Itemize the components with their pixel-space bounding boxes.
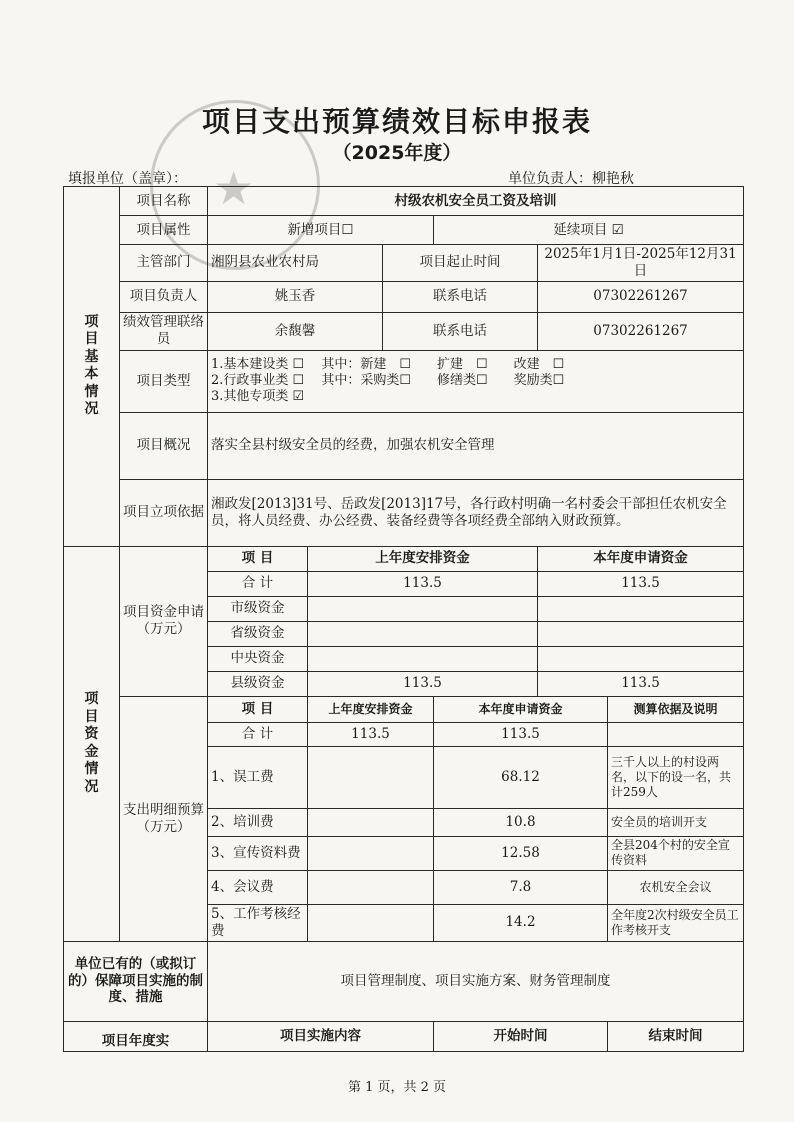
plan-label: 项目年度实	[64, 1021, 208, 1051]
detail-row-name: 2、培训费	[208, 808, 308, 836]
detail-row-this: 14.2	[434, 904, 608, 941]
phone-label: 联系电话	[383, 281, 538, 312]
apply-row-name: 合 计	[208, 571, 308, 596]
apply-col-item: 项 目	[208, 546, 308, 571]
perf-label: 绩效管理联络员	[120, 312, 208, 350]
overview-value: 落实全县村级安全员的经费，加强农机安全管理	[208, 412, 744, 479]
type-line-3: 3.其他专项类 ☑	[211, 389, 305, 405]
budget-form-table	[63, 186, 744, 1052]
phone-value: 07302261267	[538, 281, 744, 312]
phone2-label: 联系电话	[383, 312, 538, 350]
filler-label: 填报单位（盖章）：	[68, 171, 187, 187]
type-options	[208, 350, 744, 412]
page-footer: 第 1 页，共 2 页	[347, 1080, 447, 1095]
plan-col-start: 开始时间	[434, 1021, 608, 1051]
apply-row-name: 市级资金	[208, 596, 308, 621]
detail-label: 支出明细预算（万元）	[120, 696, 208, 941]
basis-value: 湘政发[2013]31号、岳政发[2013]17号，各行政村明确一名村委会干部担任农机安全员，将人员经费、办公经费、装备经费等各项经费全部纳入财政预算。	[208, 479, 744, 546]
detail-row-last	[308, 746, 434, 808]
apply-row-this: 113.5	[538, 671, 744, 696]
attr-continuing: 延续项目 ☑	[434, 216, 744, 245]
dept-value: 湘阴县农业农村局	[208, 245, 383, 282]
detail-row-last	[308, 836, 434, 870]
leader-label: 项目负责人	[120, 281, 208, 312]
dept-label: 主管部门	[120, 245, 208, 282]
fund-section-label: 项 目 资 金 情 况	[64, 546, 120, 941]
type-line-2: 2.行政事业类 ☐ 其中：采购类☐ 修缮类☐ 奖励类☐	[211, 373, 565, 389]
apply-row-last	[308, 621, 538, 646]
apply-row-last	[308, 596, 538, 621]
unit-head: 单位负责人：柳艳秋	[508, 171, 634, 187]
detail-row-last	[308, 808, 434, 836]
detail-row-note: 农机安全会议	[608, 870, 744, 904]
detail-row-note: 三千人以上的村设两名，以下的设一名，共计259人	[608, 746, 744, 808]
detail-col-item: 项 目	[208, 696, 308, 722]
phone2-value: 07302261267	[538, 312, 744, 350]
apply-row-this	[538, 646, 744, 671]
plan-col-end: 结束时间	[608, 1021, 744, 1051]
overview-label: 项目概况	[120, 412, 208, 479]
detail-row-note	[608, 722, 744, 746]
system-value: 项目管理制度、项目实施方案、财务管理制度	[208, 941, 744, 1021]
apply-label: 项目资金申请（万元）	[120, 546, 208, 696]
detail-row-last: 113.5	[308, 722, 434, 746]
detail-row-last	[308, 870, 434, 904]
project-name: 村级农机安全员工资及培训	[208, 187, 744, 216]
attr-new: 新增项目☐	[208, 216, 434, 245]
basis-label: 项目立项依据	[120, 479, 208, 546]
period-value: 2025年1月1日-2025年12月31日	[538, 245, 744, 282]
apply-row-name: 中央资金	[208, 646, 308, 671]
apply-col-this: 本年度申请资金	[538, 546, 744, 571]
detail-row-this: 7.8	[434, 870, 608, 904]
detail-row-name: 合 计	[208, 722, 308, 746]
apply-row-this: 113.5	[538, 571, 744, 596]
detail-row-name: 1、误工费	[208, 746, 308, 808]
document-year: （2025年度）	[332, 142, 462, 164]
detail-row-name: 3、宣传资料费	[208, 836, 308, 870]
apply-row-last: 113.5	[308, 671, 538, 696]
star-icon: ★	[213, 161, 255, 215]
detail-row-this: 113.5	[434, 722, 608, 746]
document-title: 项目支出预算绩效目标申报表	[201, 105, 592, 138]
detail-row-last	[308, 904, 434, 941]
period-label: 项目起止时间	[383, 245, 538, 282]
apply-col-last: 上年度安排资金	[308, 546, 538, 571]
perf-value: 余馥馨	[208, 312, 383, 350]
detail-row-this: 10.8	[434, 808, 608, 836]
detail-row-name: 4、会议费	[208, 870, 308, 904]
attr-label: 项目属性	[120, 216, 208, 245]
detail-row-this: 68.12	[434, 746, 608, 808]
basic-section-label: 项 目 基 本 情 况	[64, 187, 120, 547]
detail-row-this: 12.58	[434, 836, 608, 870]
leader-value: 姚玉香	[208, 281, 383, 312]
apply-row-last: 113.5	[308, 571, 538, 596]
detail-row-note: 全县204个村的安全宣传资料	[608, 836, 744, 870]
detail-row-note: 安全员的培训开支	[608, 808, 744, 836]
detail-col-note: 测算依据及说明	[608, 696, 744, 722]
detail-col-last: 上年度安排资金	[308, 696, 434, 722]
apply-row-name: 县级资金	[208, 671, 308, 696]
type-label: 项目类型	[120, 350, 208, 412]
system-label: 单位已有的（或拟订的）保障项目实施的制度、措施	[64, 941, 208, 1021]
detail-col-this: 本年度申请资金	[434, 696, 608, 722]
name-label: 项目名称	[120, 187, 208, 216]
type-line-1: 1.基本建设类 ☐ 其中：新建 ☐ 扩建 ☐ 改建 ☐	[211, 356, 565, 372]
apply-row-last	[308, 646, 538, 671]
apply-row-this	[538, 621, 744, 646]
apply-row-name: 省级资金	[208, 621, 308, 646]
detail-row-note: 全年度2次村级安全员工作考核开支	[608, 904, 744, 941]
plan-col-content: 项目实施内容	[208, 1021, 434, 1051]
apply-row-this	[538, 596, 744, 621]
detail-row-name: 5、工作考核经费	[208, 904, 308, 941]
